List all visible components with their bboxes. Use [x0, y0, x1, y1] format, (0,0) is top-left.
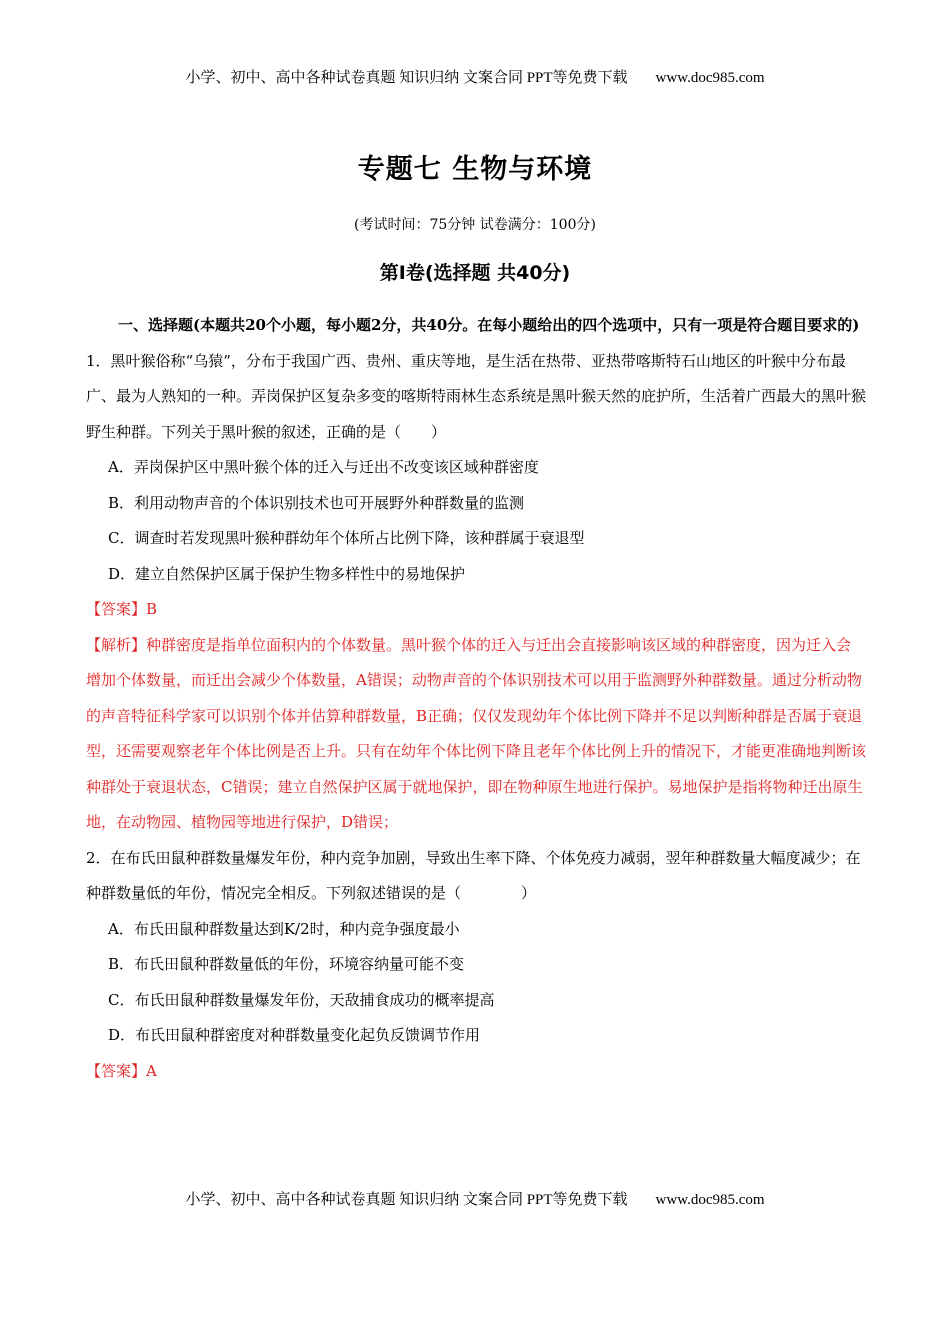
- question-2: [86, 841, 866, 1090]
- option-b: B．布氏田鼠种群数量低的年份，环境容纳量可能不变: [108, 955, 465, 973]
- question-stem: 2．在布氏田鼠种群数量爆发年份，种内竞争加剧，导致出生率下降、个体免疫力减弱，翌年种群数量大幅度减少；在种群数量低的年份，情况完全相反。下列叙述错误的是（ ）: [86, 848, 861, 902]
- answer-value: B: [146, 600, 158, 618]
- answer-value: A: [146, 1061, 157, 1080]
- analysis-tag: 【解析】: [86, 635, 147, 654]
- footer-text: 小学、初中、高中各种试卷真题 知识归纳 文案合同 PPT等免费下载: [185, 1192, 628, 1208]
- header-url[interactable]: www.doc985.com: [655, 70, 765, 86]
- analysis-text: 种群密度是指单位面积内的个体数量。黑叶猴个体的迁入与迁出会直接影响该区域的种群密度，因为迁入会增加个体数量，而迁出会减少个体数量，A错误；动物声音的个体识别技术可以用于监测野外种群数量。通过分析动物的声音特征科学家可以识别个体并估算种群数量，B正确；仅仅发现幼年个体比例下降并不足以判断种群是否属于衰退型，还需要观察老年个体比例是否上升。只有在幼年个体比例下降且老年个体比例上升的情况下，才能更准确地判断该种群处于衰退状态，C错误；建立自然保护区属于就地保护，即在物种原生地进行保护。易地保护是指将物种迁出原生地，在动物园、植物园等地进行保护，D错误；: [86, 635, 867, 831]
- header-text: 小学、初中、高中各种试卷真题 知识归纳 文案合同 PPT等免费下载: [185, 70, 628, 86]
- page-footer: [0, 1190, 950, 1210]
- option-b: B．利用动物声音的个体识别技术也可开展野外种群数量的监测: [108, 493, 525, 512]
- question-stem: 1．黑叶猴俗称“乌猿”，分布于我国广西、贵州、重庆等地，是生活在热带、亚热带喀斯特石山地区的叶猴中分布最广、最为人熟知的一种。弄岗保护区复杂多变的喀斯特雨林生态系统是黑叶猴天然的庇护所，生活着广西最大的黑叶猴野生种群。下列关于黑叶猴的叙述，正确的是（ ）: [86, 351, 867, 441]
- option-c: C．调查时若发现黑叶猴种群幼年个体所占比例下降，该种群属于衰退型: [108, 529, 585, 547]
- option-c: C．布氏田鼠种群数量爆发年份，天敌捕食成功的概率提高: [108, 990, 495, 1009]
- page-title: 专题七 生物与环境: [357, 154, 593, 185]
- page-header: [0, 68, 950, 88]
- exam-info: (考试时间：75分钟 试卷满分：100分): [354, 217, 596, 233]
- option-d: D．建立自然保护区属于保护生物多样性中的易地保护: [108, 564, 466, 583]
- option-d: D．布氏田鼠种群密度对种群数量变化起负反馈调节作用: [108, 1026, 481, 1044]
- analysis: [86, 628, 866, 841]
- footer-url[interactable]: www.doc985.com: [655, 1192, 765, 1208]
- answer: [86, 1054, 866, 1090]
- answer-tag: 【答案】: [86, 600, 147, 618]
- section-title: 第Ⅰ卷(选择题 共40分): [379, 262, 571, 284]
- question-1: [86, 344, 866, 841]
- section-instructions: 一、选择题(本题共20个小题，每小题2分，共40分。在每小题给出的四个选项中，只有一项是符合题目要求的): [118, 316, 860, 334]
- option-a: A．弄岗保护区中黑叶猴个体的迁入与迁出不改变该区域种群密度: [108, 458, 539, 476]
- option-a: A．布氏田鼠种群数量达到K/2时，种内竞争强度最小: [108, 919, 460, 938]
- answer-tag: 【答案】: [86, 1061, 147, 1080]
- answer: [86, 592, 866, 628]
- document-body: [86, 308, 866, 1089]
